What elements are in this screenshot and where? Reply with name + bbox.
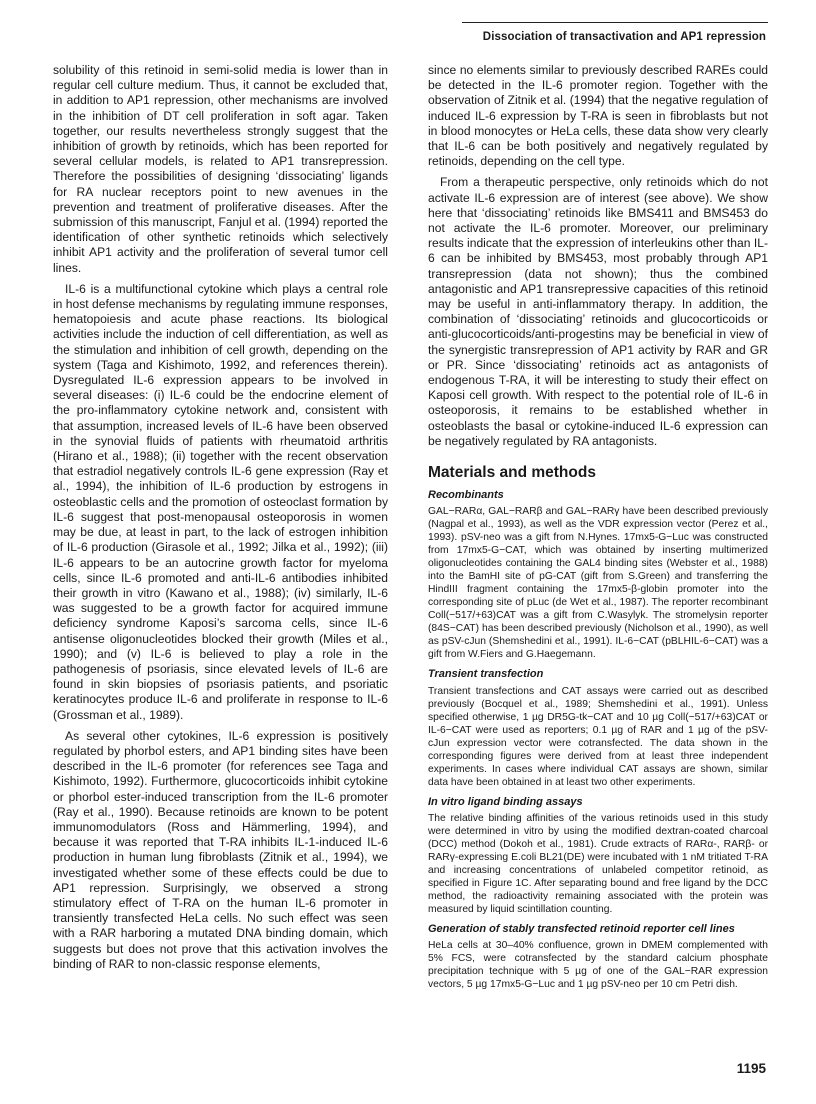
header-rule [462, 22, 768, 23]
methods-paragraph: GAL−RARα, GAL−RARβ and GAL−RARγ have been described previously (Nagpal et al., 1993), as well as the VDR expression vector (Perez et al., 1993). pSV-neo was a gift from N.Hynes. 17mx5-G−Luc was constructed from 17mx5-G−CAT, which was obtained by inserting multimerized oligonucleotides containing the GAL4 binding sites (Webster et al., 1988) into the BamHI site of pG-CAT (gift from S.Green) and transferring the HindIII fragment containing the 17mx5-β-globin promoter into the corresponding site of pLuc (de Wet et al., 1987). The reporter recombinant Coll(−517/+63)CAT was a gift from C.Wasylyk. The stromelysin reporter (84S−CAT) has been described previously (Nicholson et al., 1990), as well as pSV-cJun (Shemshedini et al., 1991). IL-6−CAT (pBLHIL-6−CAT) was a gift from W.Fiers and G.Haegemann. [428, 506, 768, 661]
paragraph: since no elements similar to previously described RAREs could be detected in the IL-6 promoter region. Together with the observation of Zitnik et al. (1994) that the negative regulation of induced IL-6 expression by T-RA is seen in fibroblasts but not in blood monocytes or HeLa cells, these data show very clearly that IL-6 can be both positively and negatively regulated by retinoids, depending on the cell type. [428, 63, 768, 169]
paragraph: As several other cytokines, IL-6 expression is positively regulated by phorbol esters, and AP1 binding sites have been described in the IL-6 promoter (for references see Taga and Kishimoto, 1992). Furthermore, glucocorticoids inhibit cytokine or phorbol ester-induced transcription from the IL-6 promoter (Ray et al., 1990). Because retinoids are known to be potent immunomodulators (Ross and Hämmerling, 1994), and because it was reported that T-RA inhibits IL-1-induced IL-6 production in human lung fibroblasts (Zitnik et al., 1994), we investigated whether some of these effects could be due to AP1 repression. Surprisingly, we observed a strong stimulatory effect of T-RA on the human IL-6 promoter in transiently transfected HeLa cells. No such effect was seen with a RAR harboring a mutated DNA binding domain, which suggests but does not prove that this activation involves the binding of RAR to non-classic response elements, [53, 728, 388, 971]
paragraph: solubility of this retinoid in semi-solid media is lower than in regular cell culture medium. Thus, it cannot be excluded that, in addition to AP1 repression, other mechanisms are involved in the inhibition of DT cell proliferation in soft agar. Taken together, our results nevertheless strongly suggest that the inhibition of growth by retinoids, which has been reported for several cellular models, is related to AP1 transrepression. Therefore the possibilities of designing ‘dissociating’ ligands for RA nuclear receptors point to new avenues in the prevention and treatment of proliferative diseases. After the submission of this manuscript, Fanjul et al. (1994) reported the identification of other synthetic retinoids which selectively inhibit AP1 activity and the proliferation of several tumor cell lines. [53, 63, 388, 275]
right-column [428, 63, 768, 995]
subsection-heading: In vitro ligand binding assays [428, 795, 583, 808]
subsection-heading: Generation of stably transfected retinoid reporter cell lines [428, 922, 735, 935]
section-heading: Materials and methods [428, 464, 596, 482]
subsection-heading: Transient transfection [428, 668, 544, 681]
paragraph: From a therapeutic perspective, only retinoids which do not activate IL-6 expression are of interest (see above). We show here that ‘dissociating’ retinoids like BMS411 and BMS453 do not activate the IL-6 promoter. Moreover, our preliminary results indicate that the expression of interleukins other than IL-6 can be inhibited by BMS453, most probably through AP1 transrepression (data not shown); thus the combined antagonistic and AP1 transrepressive capacities of this retinoid may be useful in anti-inflammatory therapy. In addition, the combination of ‘dissociating’ retinoids and glucocorticoids or anti-glucocorticoids/anti-progestins may be beneficial in view of the synergistic transrepression of AP1 activity by RAR and GR or PR. Since ‘dissociating’ retinoids act as antagonists of endogenous T-RA, it will be interesting to study their effect on Kaposi cell growth. With respect to the potential role of IL-6 in osteoporosis, it remains to be established whether in osteoblasts the basal or cytokine-induced IL-6 expression can be negatively regulated by RA antagonists. [428, 175, 768, 448]
paragraph: IL-6 is a multifunctional cytokine which plays a central role in host defense mechanisms by regulating immune responses, hematopoiesis and acute phase reactions. Its biological activities include the induction of cell differentiation, as well as the stimulation and inhibition of cell growth, depending on the system (Taga and Kishimoto, 1992, and references therein). Dysregulated IL-6 expression appears to be involved in several diseases: (i) IL-6 could be the endocrine element of the pro-inflammatory cytokine network and, consistent with that assumption, increased levels of IL-6 have been observed in the synovial fluids of patients with rheumatoid arthritis (Hirano et al., 1988); (ii) together with the recent observation that estradiol negatively controls IL-6 gene expression (Ray et al., 1994), the inhibition of IL-6 production by estrogens in osteoblastic cells and the promotion of osteoclast formation by IL-6 suggest that post-menopausal osteoporosis in women may be due, at least in part, to the lack of estrogen inhibition of IL-6 production (Girasole et al., 1992; Jilka et al., 1992); (iii) IL-6 appears to be an autocrine growth factor for myeloma cells, since IL-6 promoted and anti-IL-6 antibodies inhibited their growth in vitro (Kawano et al., 1988); (iv) similarly, IL-6 was suggested to be a growth factor for acquired immune deficiency syndrome Kaposi’s sarcoma cells, since IL-6 antisense oligonucleotides blocked their growth (Miles et al., 1990); and (v) IL-6 is believed to play a role in the pathogenesis of psoriasis, since elevated levels of IL-6 are found in skin biopsies of psoriasis patients, and psoriatic keratinocytes produce IL-6 and proliferate in response to IL-6 (Grossman et al., 1989). [53, 281, 388, 722]
running-head: Dissociation of transactivation and AP1 repression [482, 31, 766, 43]
methods-paragraph: Transient transfections and CAT assays were carried out as described previously (Bocquel et al., 1989; Shemshedini et al., 1991). Unless specified otherwise, 1 µg DR5G-tk−CAT and 10 µg Coll(−517/+63)CAT or IL-6−CAT were used as reporters; 0.1 µg of RAR and 1 µg of the pSV-cJun expression vector were cotransfected. The data shown in the corresponding figures were derived from at least three independent experiments. In cases where individual CAT assays are shown, similar data have been obtained in at least two other experiments. [428, 685, 768, 788]
methods-paragraph: HeLa cells at 30–40% confluence, grown in DMEM complemented with 5% FCS, were cotransfected by the standard calcium phosphate precipitation technique with 5 µg of one of the GAL−RAR expression vectors, 5 µg 17mx5-G−Luc and 1 µg pSV-neo per 10 cm Petri dish. [428, 940, 768, 991]
page-number: 1195 [736, 1061, 766, 1076]
subsection-heading: Recombinants [428, 489, 504, 502]
left-column [53, 63, 388, 978]
methods-paragraph: The relative binding affinities of the various retinoids used in this study were determined in vitro by using the modified dextran-coated charcoal (DCC) method (Dokoh et al., 1981). Crude extracts of RARα-, RARβ- or RARγ-expressing E.coli BL21(DE) were incubated with 1 nM tritiated T-RA and increasing concentrations of unlabeled competitor retinoid, as specified in Figure 1C. After separating bound and free ligand by the DCC method, the radioactivity remaining associated with the protein was measured by liquid scintillation counting. [428, 812, 768, 915]
